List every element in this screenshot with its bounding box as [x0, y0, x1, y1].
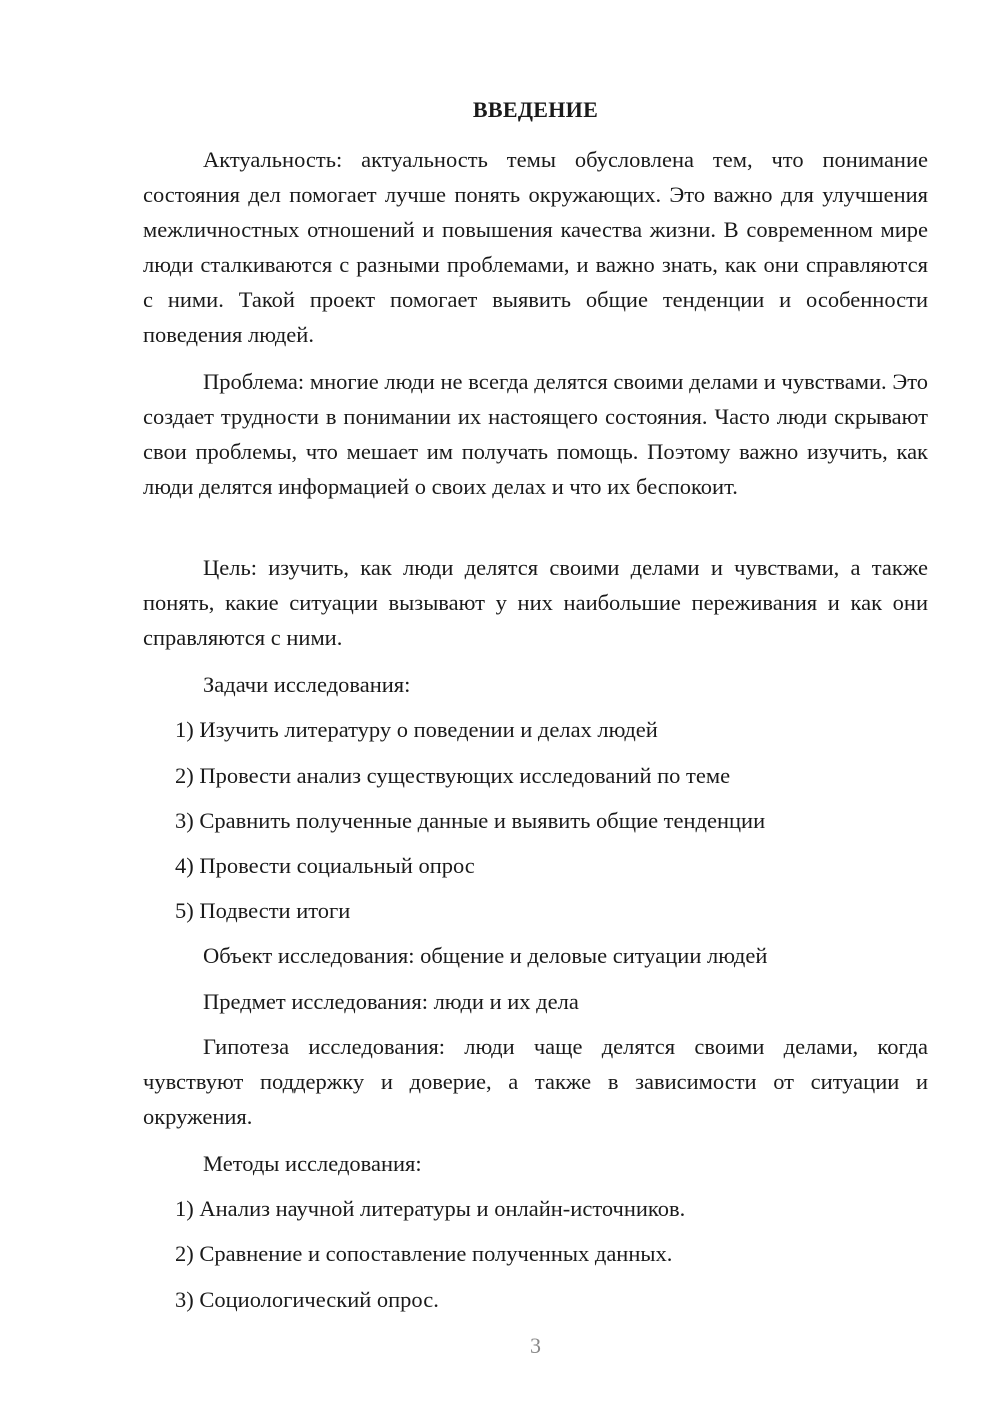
list-item-method-3: 3) Социологический опрос. [175, 1287, 439, 1312]
problem-paragraph: Проблема: многие люди не всегда делятся своими делами и чувствами. Это создает трудности в понимании их настоящего состояния. Часто люди скрывают свои проблемы, что мешает им получать помощь. Поэтому важно изучить, как люди делятся информацией о своих делах и что их беспокоит. [143, 369, 928, 499]
tasks-heading: Задачи исследования: [203, 672, 411, 697]
relevance-paragraph: Актуальность: актуальность темы обусловлена тем, что понимание состояния дел помогает лучше понять окружающих. Это важно для улучшения межличностных отношений и повышения качества жизни. В современном мире люди сталкиваются с разными проблемами, и важно знать, как они справляются с ними. Такой проект помогает выявить общие тенденции и особенности поведения людей. [143, 147, 928, 347]
goal-paragraph: Цель: изучить, как люди делятся своими делами и чувствами, а также понять, какие ситуации вызывают у них наибольшие переживания и как они справляются с ними. [143, 555, 928, 650]
list-item-method-2: 2) Сравнение и сопоставление полученных данных. [175, 1241, 673, 1266]
list-item-task-1: 1) Изучить литературу о поведении и делах людей [175, 717, 658, 742]
hypothesis-paragraph: Гипотеза исследования: люди чаще делятся своими делами, когда чувствуют поддержку и доверие, а также в зависимости от ситуации и окружения. [143, 1034, 928, 1129]
list-item-task-3: 3) Сравнить полученные данные и выявить общие тенденции [175, 808, 766, 833]
subject-line: Предмет исследования: люди и их дела [203, 989, 579, 1014]
methods-heading: Методы исследования: [203, 1151, 422, 1176]
page-title: ВВЕДЕНИЕ [472, 97, 599, 122]
list-item-task-5: 5) Подвести итоги [175, 898, 351, 923]
object-line: Объект исследования: общение и деловые ситуации людей [203, 943, 768, 968]
page-number: 3 [530, 1333, 541, 1358]
list-item-task-4: 4) Провести социальный опрос [175, 853, 475, 878]
list-item-task-2: 2) Провести анализ существующих исследований по теме [175, 763, 731, 788]
list-item-method-1: 1) Анализ научной литературы и онлайн-источников. [175, 1196, 686, 1221]
